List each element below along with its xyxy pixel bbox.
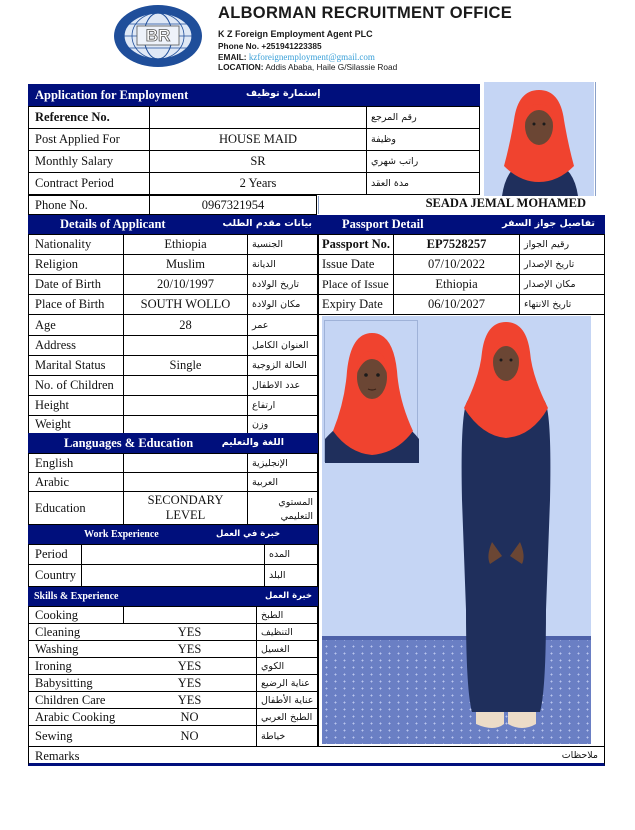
children-care-label: Children Care xyxy=(28,691,124,709)
cleaning-label: Cleaning xyxy=(28,623,124,641)
marital-value: Single xyxy=(123,355,248,376)
ironing-label: Ironing xyxy=(28,657,124,675)
age-value: 28 xyxy=(123,314,248,336)
ironing-value: YES xyxy=(123,657,257,675)
agency-location xyxy=(218,62,397,72)
babysitting-label: Babysitting xyxy=(28,674,124,692)
age-label: Age xyxy=(28,314,124,336)
education-value-line1: SECONDARY xyxy=(147,493,224,507)
skills-title-ar: خبرة العمل xyxy=(264,591,312,601)
post-label-ar: وظيفة xyxy=(366,128,480,151)
contract-label: Contract Period xyxy=(28,172,150,195)
children-care-label-ar: عناية الأطفال xyxy=(256,691,318,709)
religion-label-ar: الديانة xyxy=(247,254,318,275)
washing-label: Washing xyxy=(28,640,124,658)
remarks-label: Remarks xyxy=(35,749,80,763)
languages-title-ar: اللغة والتعليم xyxy=(221,437,284,448)
dob-label-ar: تاريخ الولادة xyxy=(247,274,318,295)
agency-logo-globe-icon xyxy=(113,4,203,68)
education-label: Education xyxy=(28,491,124,525)
babysitting-value: YES xyxy=(123,674,257,692)
agency-name: ALBORMAN RECRUITMENT OFFICE xyxy=(218,4,513,22)
agency-phone-value: +251941223385 xyxy=(261,41,322,51)
marital-label: Marital Status xyxy=(28,355,124,376)
height-value xyxy=(123,395,248,416)
dob-value: 20/10/1997 xyxy=(123,274,248,295)
education-label-ar-line2: التعليمي xyxy=(280,511,313,522)
english-value xyxy=(123,453,248,473)
sewing-label: Sewing xyxy=(28,725,124,747)
applicant-title-ar: بيانات مقدم الطلب xyxy=(222,218,312,229)
salary-label: Monthly Salary xyxy=(28,150,150,173)
cleaning-value: YES xyxy=(123,623,257,641)
application-title-ar: إستمارة توظيف xyxy=(246,88,321,99)
agency-email-label: EMAIL: xyxy=(218,52,247,62)
country-value xyxy=(81,564,265,587)
agency-phone xyxy=(218,41,322,51)
reference-label-ar: رقم المرجع xyxy=(366,106,480,129)
languages-header-bar xyxy=(28,433,318,453)
cooking-value xyxy=(123,606,257,624)
passport-no-label-ar: رقيم الجواز xyxy=(519,234,605,255)
work-experience-title-en: Work Experience xyxy=(84,529,159,540)
pob-label-ar: مكان الولادة xyxy=(247,294,318,315)
skills-title-en: Skills & Experience xyxy=(34,591,119,602)
issue-date-label-ar: تاريخ الإصدار xyxy=(519,254,605,275)
children-label: No. of Children xyxy=(28,375,124,396)
education-value-line2: LEVEL xyxy=(165,508,206,522)
agency-location-value: Addis Ababa, Haile G/Silassie Road xyxy=(265,62,398,72)
nationality-label-ar: الجنسية xyxy=(247,234,318,255)
svg-text:BR: BR xyxy=(145,26,171,45)
passport-no-label: Passport No. xyxy=(318,234,394,255)
agency-phone-label: Phone No. xyxy=(218,41,260,51)
children-label-ar: عدد الاطفال xyxy=(247,375,318,396)
country-label: Country xyxy=(28,564,82,587)
inset-portrait-photo xyxy=(324,320,418,462)
pob-value: SOUTH WOLLO xyxy=(123,294,248,315)
children-value xyxy=(123,375,248,396)
arabic-cooking-label: Arabic Cooking xyxy=(28,708,124,726)
headshot-figure-icon xyxy=(484,82,594,196)
phone-value: 0967321954 xyxy=(149,195,317,215)
arabic-cooking-label-ar: الطبخ العربي xyxy=(256,708,318,726)
issue-date-value: 07/10/2022 xyxy=(393,254,520,275)
expiry-date-label-ar: تاريخ الانتهاء xyxy=(519,294,605,315)
expiry-date-label: Expiry Date xyxy=(318,294,394,315)
age-label-ar: عمر xyxy=(247,314,318,336)
nationality-label: Nationality xyxy=(28,234,124,255)
marital-label-ar: الحالة الزوجية xyxy=(247,355,318,376)
applicant-header-bar xyxy=(28,215,318,234)
place-of-issue-label: Place of Issue xyxy=(318,274,394,295)
expiry-date-value: 06/10/2027 xyxy=(393,294,520,315)
salary-value: SR xyxy=(149,150,367,173)
height-label-ar: ارتفاع xyxy=(247,395,318,416)
remarks-row xyxy=(28,746,605,766)
arabic-label: Arabic xyxy=(28,472,124,492)
period-label-ar: المده xyxy=(264,544,318,565)
applicant-full-name: SEADA JEMAL MOHAMED xyxy=(318,196,594,214)
post-label: Post Applied For xyxy=(28,128,150,151)
place-of-issue-label-ar: مكان الإصدار xyxy=(519,274,605,295)
cooking-label-ar: الطبخ xyxy=(256,606,318,624)
cleaning-label-ar: التنظيف xyxy=(256,623,318,641)
address-value xyxy=(123,335,248,356)
address-label: Address xyxy=(28,335,124,356)
agency-email xyxy=(218,52,375,62)
washing-label-ar: الغسيل xyxy=(256,640,318,658)
period-label: Period xyxy=(28,544,82,565)
application-header-bar xyxy=(28,84,480,106)
reference-value xyxy=(149,106,367,129)
salary-label-ar: راتب شهري xyxy=(366,150,480,173)
agency-location-label: LOCATION: xyxy=(218,62,264,72)
religion-value: Muslim xyxy=(123,254,248,275)
education-label-ar-line1: المستوي xyxy=(278,497,313,508)
place-of-issue-value: Ethiopia xyxy=(393,274,520,295)
washing-value: YES xyxy=(123,640,257,658)
pob-label: Place of Birth xyxy=(28,294,124,315)
weight-value xyxy=(123,415,248,434)
remarks-label-ar: ملاحظات xyxy=(561,750,598,761)
ironing-label-ar: الكوي xyxy=(256,657,318,675)
languages-title-en: Languages & Education xyxy=(64,436,194,450)
applicant-headshot-photo xyxy=(484,82,594,196)
post-value: HOUSE MAID xyxy=(149,128,367,151)
period-value xyxy=(81,544,265,565)
education-value xyxy=(123,491,248,525)
country-label-ar: البلد xyxy=(264,564,318,587)
dob-label: Date of Birth xyxy=(28,274,124,295)
religion-label: Religion xyxy=(28,254,124,275)
address-label-ar: العنوان الكامل xyxy=(247,335,318,356)
passport-title-ar: تفاصيل جواز السفر xyxy=(502,218,595,229)
height-label: Height xyxy=(28,395,124,416)
passport-title-en: Passport Detail xyxy=(342,217,424,231)
nationality-value: Ethiopia xyxy=(123,234,248,255)
agency-email-link[interactable]: kzforeignemployment@gmail.com xyxy=(248,52,375,62)
sewing-label-ar: خياطة xyxy=(256,725,318,747)
portrait-figure-icon xyxy=(325,321,419,463)
applicant-title-en: Details of Applicant xyxy=(60,217,166,231)
work-experience-title-ar: خبرة في العمل xyxy=(216,529,281,539)
reference-label: Reference No. xyxy=(28,106,150,129)
contract-value: 2 Years xyxy=(149,172,367,195)
english-label-ar: الإنجليزية xyxy=(247,453,318,473)
application-title-en: Application for Employment xyxy=(35,88,189,102)
phone-label: Phone No. xyxy=(28,195,150,215)
passport-no-value: EP7528257 xyxy=(393,234,520,255)
weight-label: Weight xyxy=(28,415,124,434)
education-label-ar xyxy=(247,491,318,525)
company-name: K Z Foreign Employment Agent PLC xyxy=(218,29,373,39)
applicant-full-length-photo xyxy=(322,316,591,744)
photo-divider xyxy=(595,82,596,196)
cooking-label: Cooking xyxy=(28,606,124,624)
weight-label-ar: وزن xyxy=(247,415,318,434)
skills-header-bar xyxy=(28,587,318,606)
english-label: English xyxy=(28,453,124,473)
arabic-value xyxy=(123,472,248,492)
contract-label-ar: مدة العقد xyxy=(366,172,480,195)
sewing-value: NO xyxy=(123,725,257,747)
arabic-cooking-value: NO xyxy=(123,708,257,726)
standing-figure-icon xyxy=(446,320,566,740)
arabic-label-ar: العربية xyxy=(247,472,318,492)
issue-date-label: Issue Date xyxy=(318,254,394,275)
babysitting-label-ar: عناية الرضيع xyxy=(256,674,318,692)
children-care-value: YES xyxy=(123,691,257,709)
passport-header-bar xyxy=(318,215,605,234)
work-experience-header-bar xyxy=(28,525,318,544)
